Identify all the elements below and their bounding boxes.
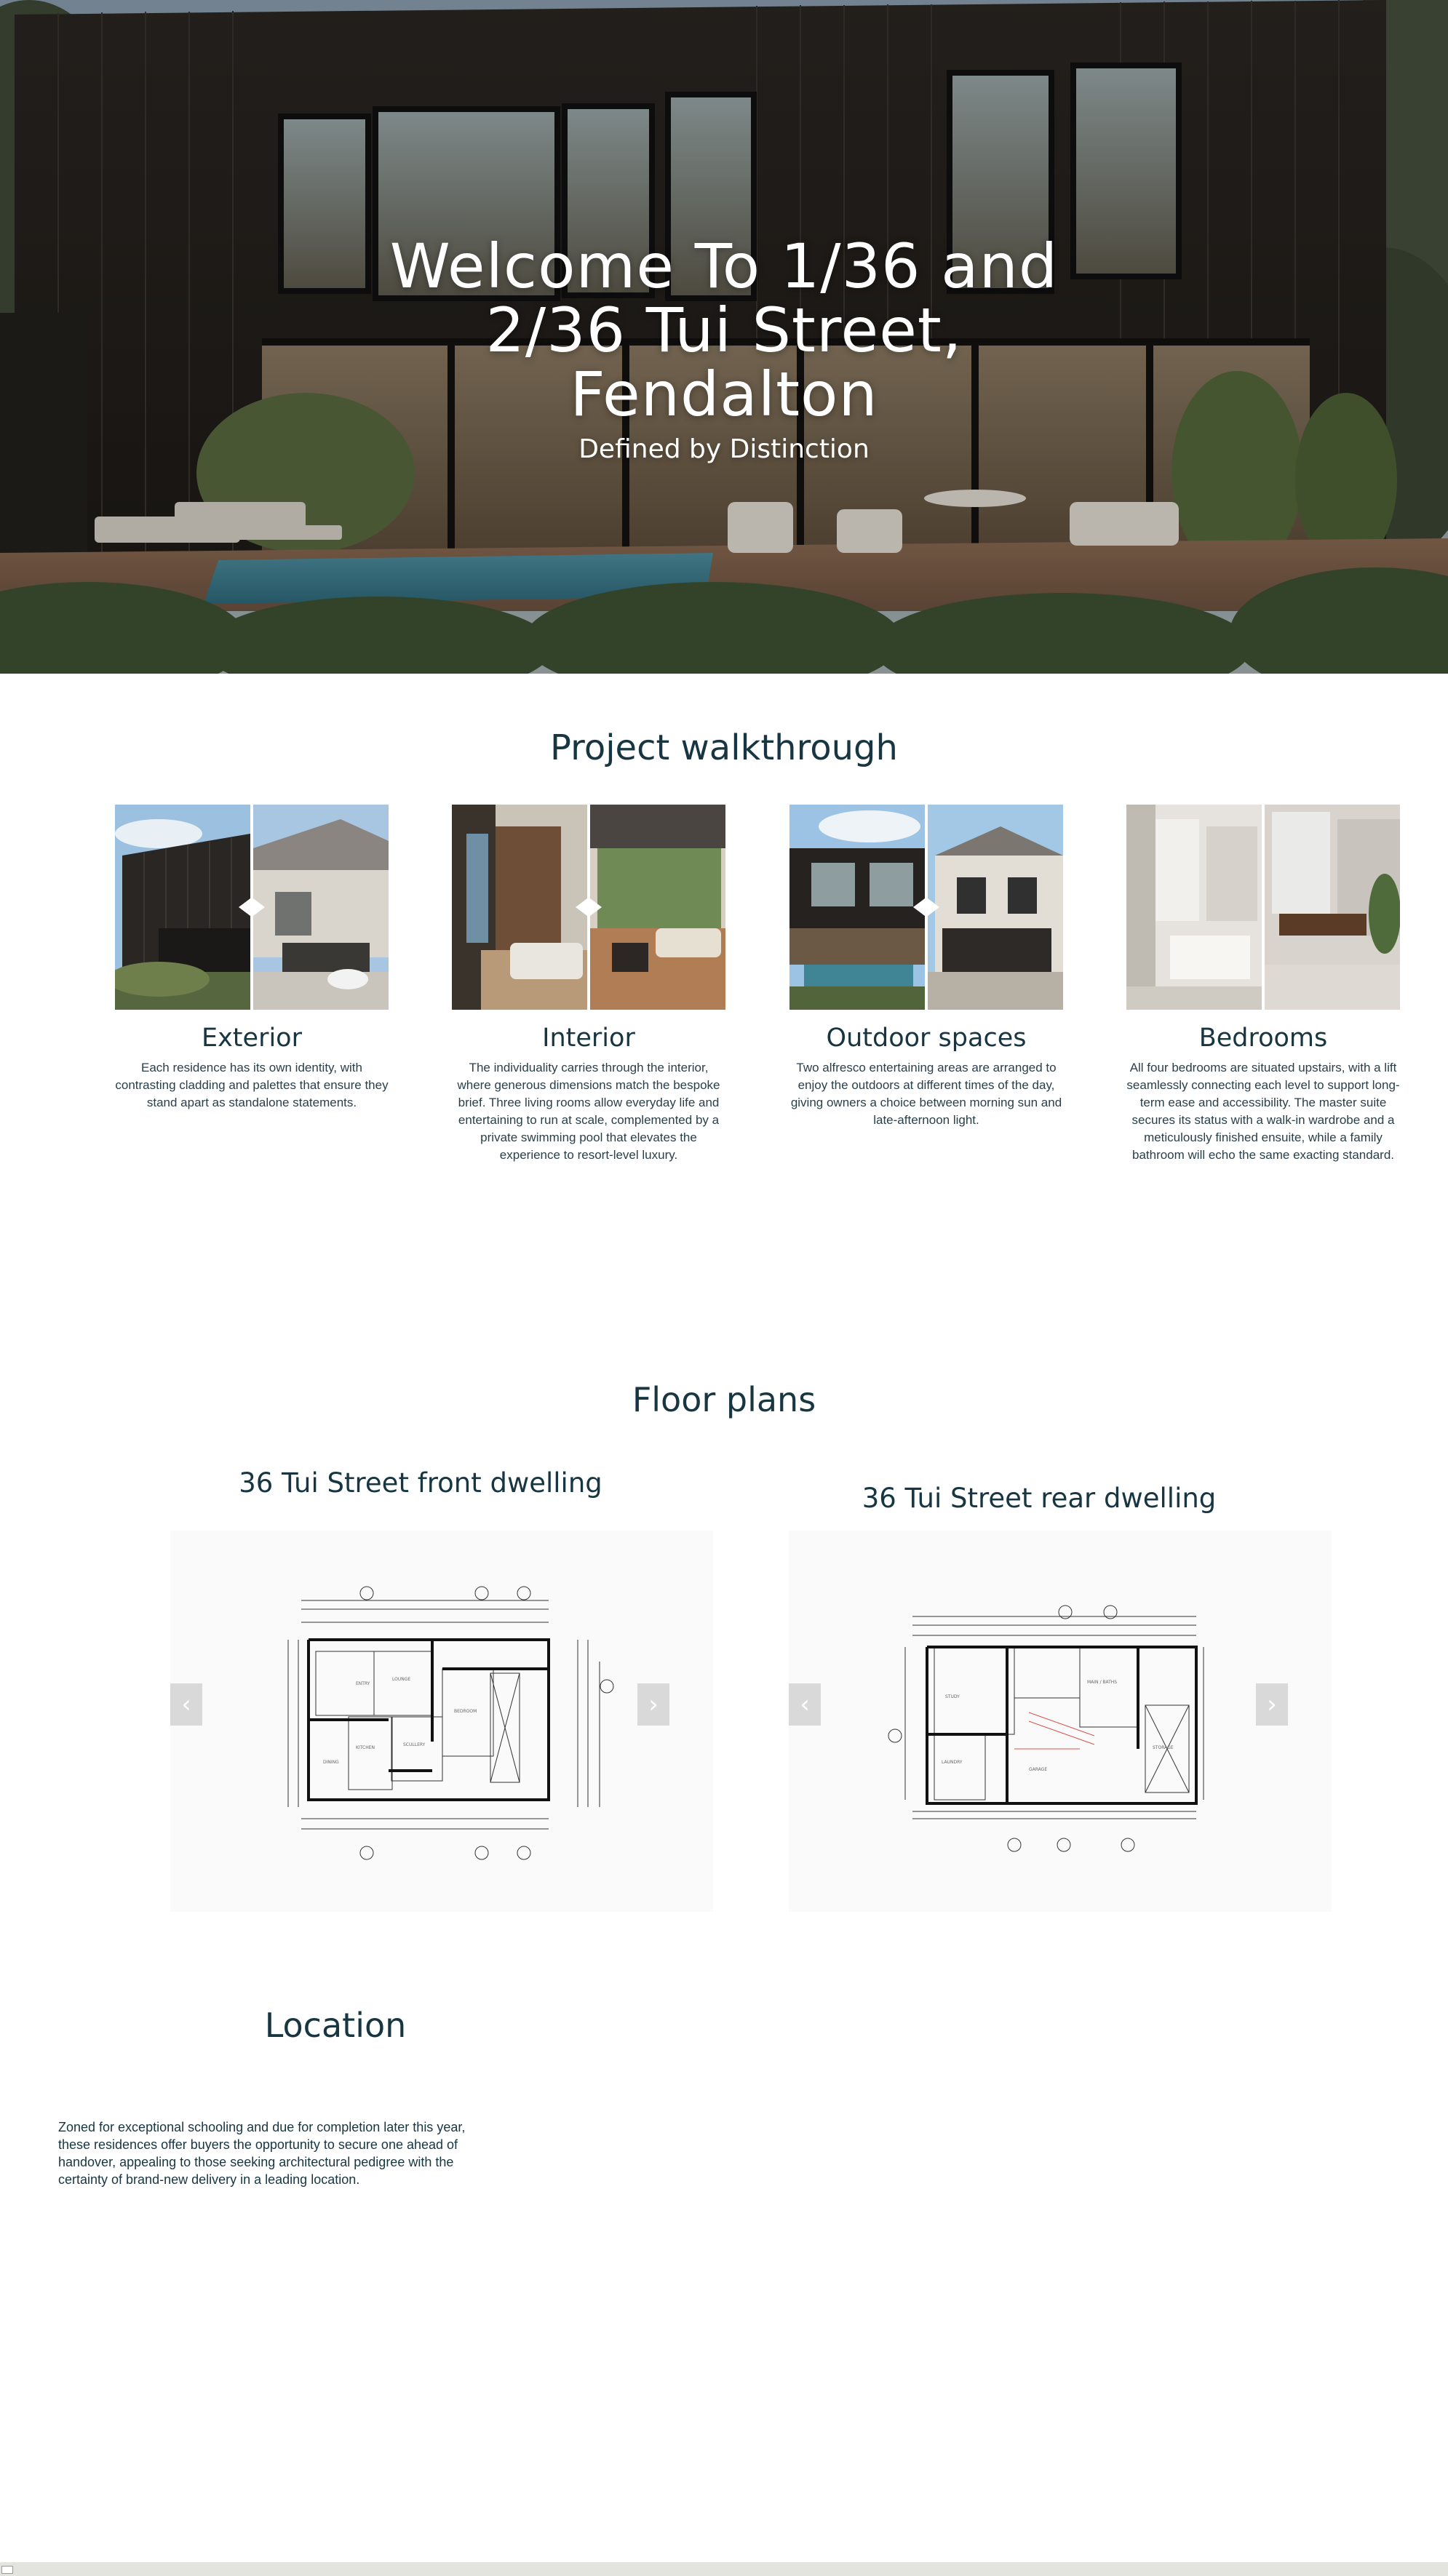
exterior-compare-slider[interactable] (115, 805, 389, 1010)
walkthrough-card-interior (452, 805, 725, 1164)
exterior-before-image (115, 805, 250, 1010)
hero-text (0, 231, 1448, 466)
outdoor-compare-slider[interactable] (789, 805, 1063, 1010)
outdoor-before-image (789, 805, 925, 1010)
svg-text:ENTRY: ENTRY (356, 1681, 370, 1686)
rear-floor-plan-image (789, 1531, 1332, 1912)
walkthrough-heading: Project walkthrough (550, 727, 898, 768)
front-dwelling-title: 36 Tui Street front dwelling (239, 1467, 602, 1499)
svg-text:STUDY: STUDY (945, 1694, 960, 1699)
outdoor-after-image (928, 805, 1063, 1010)
card-title: Outdoor spaces (826, 1024, 1027, 1053)
front-plan-next-button[interactable] (637, 1683, 669, 1726)
svg-text:DINING: DINING (323, 1760, 339, 1765)
hero-subtitle: Defined by Distinction (578, 434, 870, 464)
card-description: Two alfresco entertaining areas are arranged to enjoy the outdoors at different times of the day, giving owners a choice between morning sun and late-afternoon light. (790, 1061, 1062, 1127)
chevron-right-icon: › (1267, 1690, 1277, 1719)
card-description: All four bedrooms are situated upstairs, with a lift seamlessly connecting each level to support long-term ease and accessibility. The master suite secures its status with a walk-in wardrobe and a meticulously finished ensuite, while a family bathroom will echo the same exacting standard. (1126, 1061, 1400, 1162)
front-floor-plan-image (170, 1531, 713, 1912)
walkthrough-card-exterior (115, 805, 389, 1112)
hero-title: Welcome To 1/36 and 2/36 Tui Street, Fendalton (389, 231, 1059, 430)
bedrooms-before-image (1126, 805, 1262, 1010)
location-description: Zoned for exceptional schooling and due for completion later this year, these residences offer buyers the opportunity to secure one ahead of handover, appealing to those seeking architectural pedigree with the certainty of brand-new delivery in a leading location. (58, 2120, 466, 2187)
chevron-left-icon: ‹ (800, 1690, 810, 1719)
svg-text:STORAGE: STORAGE (1153, 1745, 1174, 1750)
front-plan-prev-button[interactable] (170, 1683, 202, 1726)
svg-text:LAUNDRY: LAUNDRY (942, 1760, 963, 1765)
location-heading: Location (264, 2006, 407, 2045)
walkthrough-card-outdoor (789, 805, 1063, 1129)
chevron-left-icon: ‹ (181, 1690, 191, 1719)
rear-plan-prev-button[interactable] (789, 1683, 821, 1726)
svg-text:KITCHEN: KITCHEN (356, 1745, 375, 1750)
hero-banner (0, 0, 1448, 674)
compare-arrows-icon[interactable] (574, 896, 603, 919)
footer-bar (0, 2562, 1448, 2576)
svg-text:GARAGE: GARAGE (1029, 1767, 1048, 1772)
card-description: The individuality carries through the interior, where generous dimensions match the bespoke brief. Three living rooms allow everyday life and entertaining to run at scale, complemented by a private swimming pool that elevates the experience to resort-level luxury. (457, 1061, 720, 1162)
walkthrough-card-bedrooms (1126, 805, 1400, 1164)
rear-dwelling-title: 36 Tui Street rear dwelling (862, 1483, 1217, 1514)
card-description: Each residence has its own identity, with contrasting cladding and palettes that ensure they stand apart as standalone statements. (115, 1061, 389, 1109)
svg-text:BEDROOM: BEDROOM (454, 1709, 477, 1714)
card-title: Exterior (201, 1024, 302, 1053)
floor-plans-heading: Floor plans (632, 1380, 816, 1419)
compare-arrows-icon[interactable] (912, 896, 941, 919)
bedrooms-after-image (1265, 805, 1400, 1010)
interior-compare-slider[interactable] (452, 805, 725, 1010)
rear-floor-plan-carousel[interactable] (789, 1531, 1332, 1912)
front-floor-plan-carousel[interactable] (170, 1531, 713, 1912)
svg-text:LOUNGE: LOUNGE (392, 1677, 411, 1682)
rear-plan-next-button[interactable] (1256, 1683, 1288, 1726)
interior-after-image (590, 805, 725, 1010)
footer-widget-icon[interactable] (1, 2566, 13, 2574)
exterior-after-image (253, 805, 389, 1010)
card-title: Interior (542, 1024, 635, 1053)
interior-before-image (452, 805, 587, 1010)
svg-text:SCULLERY: SCULLERY (403, 1742, 426, 1747)
compare-arrows-icon[interactable] (237, 896, 266, 919)
card-title: Bedrooms (1198, 1024, 1328, 1053)
svg-text:MAIN / BATHS: MAIN / BATHS (1087, 1680, 1118, 1685)
chevron-right-icon: › (648, 1690, 659, 1719)
bedrooms-compare-slider[interactable] (1126, 805, 1400, 1010)
